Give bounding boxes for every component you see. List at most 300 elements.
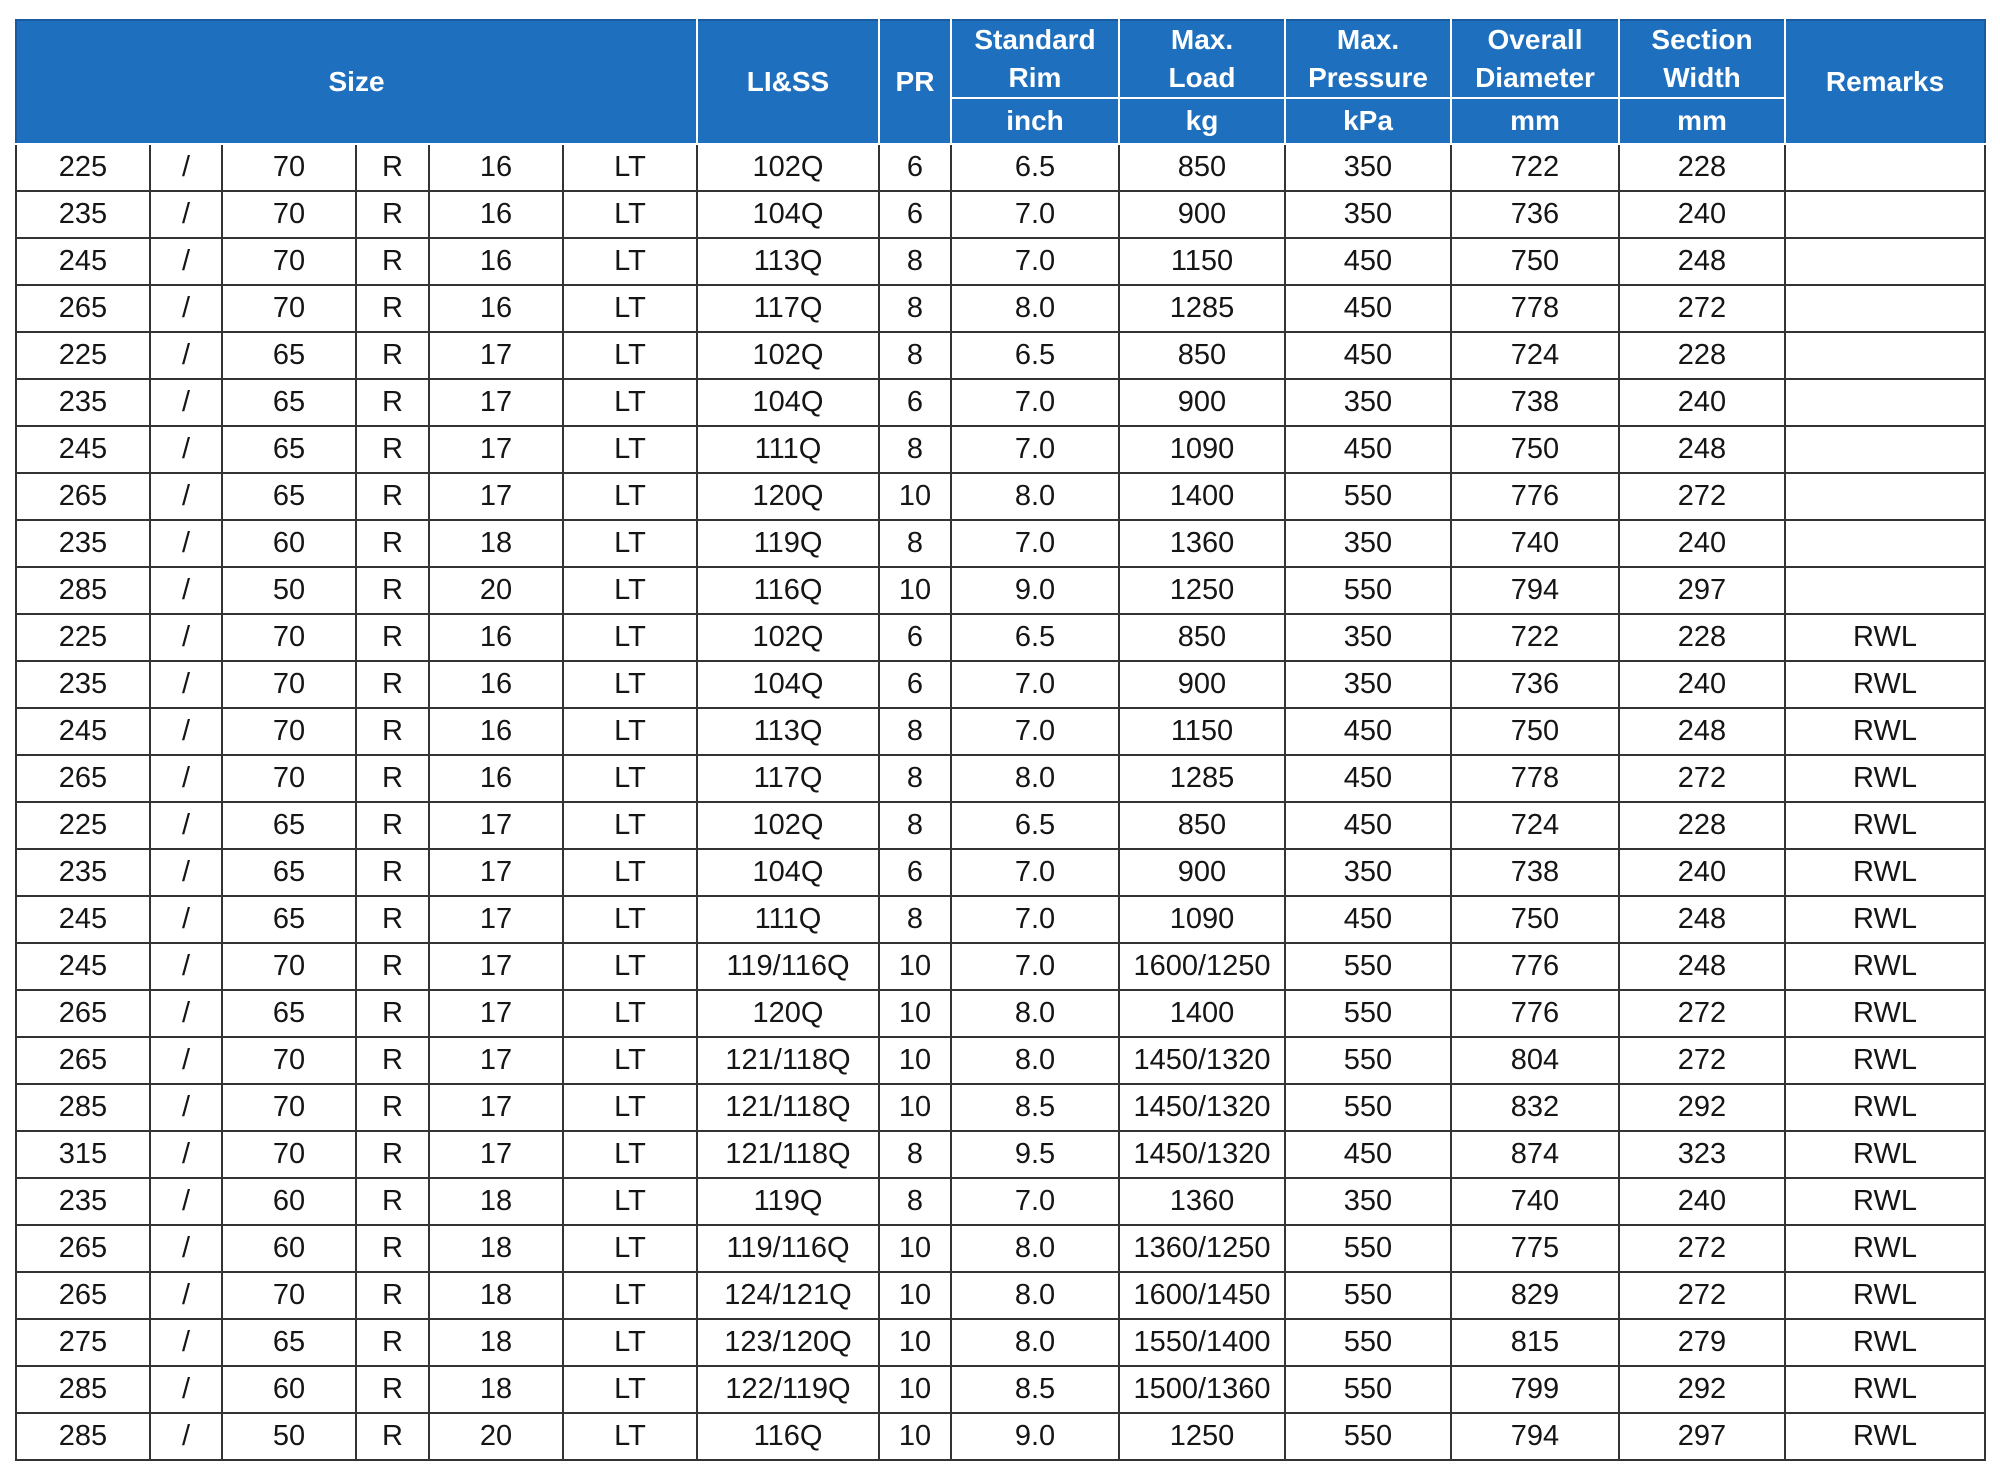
cell-construction: R <box>356 1037 429 1084</box>
cell-max-pressure: 550 <box>1285 1413 1451 1460</box>
cell-slash: / <box>150 990 222 1037</box>
cell-max-pressure: 550 <box>1285 990 1451 1037</box>
cell-standard-rim: 8.5 <box>951 1366 1119 1413</box>
cell-max-load: 1550/1400 <box>1119 1319 1285 1366</box>
header-row-labels <box>16 20 1985 98</box>
cell-aspect-ratio: 65 <box>222 1319 356 1366</box>
cell-type: LT <box>563 614 697 661</box>
header-remarks: Remarks <box>1785 20 1985 144</box>
cell-max-pressure: 350 <box>1285 849 1451 896</box>
cell-type: LT <box>563 708 697 755</box>
cell-type: LT <box>563 567 697 614</box>
cell-overall-diameter: 874 <box>1451 1131 1619 1178</box>
header-overall-diameter-line1: Overall <box>1487 24 1583 55</box>
cell-rim-diameter: 17 <box>429 426 563 473</box>
table-row <box>16 1319 1985 1366</box>
cell-aspect-ratio: 70 <box>222 1084 356 1131</box>
table-row <box>16 1272 1985 1319</box>
cell-remarks: RWL <box>1785 943 1985 990</box>
cell-rim-diameter: 16 <box>429 755 563 802</box>
cell-max-load: 850 <box>1119 802 1285 849</box>
cell-li-ss: 121/118Q <box>697 1037 879 1084</box>
cell-max-load: 850 <box>1119 332 1285 379</box>
header-size: Size <box>16 20 697 144</box>
cell-aspect-ratio: 70 <box>222 755 356 802</box>
cell-construction: R <box>356 285 429 332</box>
table-row <box>16 426 1985 473</box>
cell-slash: / <box>150 144 222 191</box>
cell-width: 265 <box>16 473 150 520</box>
cell-pr: 10 <box>879 943 951 990</box>
table-row <box>16 473 1985 520</box>
cell-standard-rim: 8.0 <box>951 1319 1119 1366</box>
cell-rim-diameter: 18 <box>429 1178 563 1225</box>
cell-max-pressure: 450 <box>1285 802 1451 849</box>
cell-aspect-ratio: 70 <box>222 285 356 332</box>
cell-pr: 6 <box>879 661 951 708</box>
cell-max-pressure: 350 <box>1285 661 1451 708</box>
cell-remarks: RWL <box>1785 1413 1985 1460</box>
cell-remarks: RWL <box>1785 1178 1985 1225</box>
cell-construction: R <box>356 332 429 379</box>
cell-overall-diameter: 829 <box>1451 1272 1619 1319</box>
table-row <box>16 238 1985 285</box>
cell-rim-diameter: 18 <box>429 1225 563 1272</box>
cell-max-load: 1500/1360 <box>1119 1366 1285 1413</box>
cell-slash: / <box>150 896 222 943</box>
cell-overall-diameter: 778 <box>1451 755 1619 802</box>
cell-max-load: 1285 <box>1119 285 1285 332</box>
cell-overall-diameter: 778 <box>1451 285 1619 332</box>
cell-pr: 6 <box>879 849 951 896</box>
cell-pr: 10 <box>879 990 951 1037</box>
table-row <box>16 849 1985 896</box>
cell-type: LT <box>563 191 697 238</box>
cell-type: LT <box>563 661 697 708</box>
cell-width: 285 <box>16 1366 150 1413</box>
cell-overall-diameter: 736 <box>1451 661 1619 708</box>
cell-type: LT <box>563 520 697 567</box>
cell-aspect-ratio: 70 <box>222 1131 356 1178</box>
cell-li-ss: 119Q <box>697 520 879 567</box>
cell-overall-diameter: 724 <box>1451 802 1619 849</box>
cell-remarks: RWL <box>1785 1084 1985 1131</box>
cell-max-load: 1360/1250 <box>1119 1225 1285 1272</box>
cell-li-ss: 111Q <box>697 426 879 473</box>
cell-max-load: 1250 <box>1119 1413 1285 1460</box>
cell-aspect-ratio: 50 <box>222 567 356 614</box>
cell-standard-rim: 6.5 <box>951 802 1119 849</box>
cell-slash: / <box>150 1037 222 1084</box>
cell-construction: R <box>356 849 429 896</box>
table-row <box>16 567 1985 614</box>
cell-standard-rim: 9.0 <box>951 1413 1119 1460</box>
cell-overall-diameter: 740 <box>1451 1178 1619 1225</box>
cell-standard-rim: 7.0 <box>951 849 1119 896</box>
cell-construction: R <box>356 1225 429 1272</box>
cell-aspect-ratio: 60 <box>222 520 356 567</box>
cell-overall-diameter: 775 <box>1451 1225 1619 1272</box>
cell-standard-rim: 8.0 <box>951 1037 1119 1084</box>
cell-standard-rim: 7.0 <box>951 661 1119 708</box>
cell-overall-diameter: 750 <box>1451 426 1619 473</box>
cell-li-ss: 113Q <box>697 238 879 285</box>
cell-standard-rim: 9.0 <box>951 567 1119 614</box>
cell-pr: 8 <box>879 285 951 332</box>
cell-aspect-ratio: 70 <box>222 661 356 708</box>
table-row <box>16 708 1985 755</box>
cell-rim-diameter: 17 <box>429 896 563 943</box>
cell-slash: / <box>150 332 222 379</box>
cell-max-load: 1250 <box>1119 567 1285 614</box>
cell-rim-diameter: 18 <box>429 1319 563 1366</box>
cell-width: 265 <box>16 285 150 332</box>
cell-overall-diameter: 794 <box>1451 1413 1619 1460</box>
cell-type: LT <box>563 426 697 473</box>
cell-slash: / <box>150 1319 222 1366</box>
cell-rim-diameter: 17 <box>429 473 563 520</box>
cell-construction: R <box>356 1131 429 1178</box>
cell-section-width: 297 <box>1619 567 1785 614</box>
cell-slash: / <box>150 708 222 755</box>
table-row <box>16 144 1985 191</box>
cell-remarks: RWL <box>1785 849 1985 896</box>
table-row <box>16 332 1985 379</box>
cell-type: LT <box>563 755 697 802</box>
cell-section-width: 323 <box>1619 1131 1785 1178</box>
cell-width: 225 <box>16 144 150 191</box>
cell-overall-diameter: 776 <box>1451 473 1619 520</box>
cell-aspect-ratio: 65 <box>222 332 356 379</box>
cell-construction: R <box>356 1319 429 1366</box>
cell-construction: R <box>356 426 429 473</box>
cell-rim-diameter: 16 <box>429 238 563 285</box>
cell-overall-diameter: 722 <box>1451 144 1619 191</box>
cell-section-width: 240 <box>1619 379 1785 426</box>
cell-max-load: 1150 <box>1119 238 1285 285</box>
cell-standard-rim: 7.0 <box>951 896 1119 943</box>
cell-max-pressure: 550 <box>1285 1272 1451 1319</box>
cell-width: 265 <box>16 755 150 802</box>
cell-section-width: 272 <box>1619 1037 1785 1084</box>
cell-max-load: 900 <box>1119 379 1285 426</box>
cell-overall-diameter: 738 <box>1451 849 1619 896</box>
cell-rim-diameter: 18 <box>429 520 563 567</box>
cell-rim-diameter: 17 <box>429 990 563 1037</box>
cell-type: LT <box>563 802 697 849</box>
cell-construction: R <box>356 379 429 426</box>
cell-remarks: RWL <box>1785 802 1985 849</box>
cell-slash: / <box>150 473 222 520</box>
cell-max-load: 850 <box>1119 614 1285 661</box>
unit-section-width: mm <box>1619 98 1785 144</box>
cell-type: LT <box>563 1178 697 1225</box>
cell-aspect-ratio: 65 <box>222 426 356 473</box>
cell-li-ss: 119Q <box>697 1178 879 1225</box>
header-max-pressure-line2: Pressure <box>1308 62 1428 93</box>
cell-slash: / <box>150 1366 222 1413</box>
cell-max-pressure: 350 <box>1285 1178 1451 1225</box>
cell-li-ss: 111Q <box>697 896 879 943</box>
cell-max-pressure: 550 <box>1285 567 1451 614</box>
cell-pr: 10 <box>879 1037 951 1084</box>
cell-standard-rim: 8.0 <box>951 990 1119 1037</box>
cell-aspect-ratio: 65 <box>222 849 356 896</box>
cell-slash: / <box>150 238 222 285</box>
cell-slash: / <box>150 426 222 473</box>
cell-section-width: 240 <box>1619 191 1785 238</box>
cell-max-load: 1400 <box>1119 990 1285 1037</box>
cell-pr: 8 <box>879 1178 951 1225</box>
cell-max-load: 1600/1250 <box>1119 943 1285 990</box>
cell-type: LT <box>563 943 697 990</box>
header-max-pressure-line1: Max. <box>1336 24 1400 55</box>
cell-width: 225 <box>16 332 150 379</box>
cell-pr: 8 <box>879 332 951 379</box>
cell-rim-diameter: 17 <box>429 802 563 849</box>
cell-slash: / <box>150 1225 222 1272</box>
cell-overall-diameter: 750 <box>1451 708 1619 755</box>
cell-max-pressure: 550 <box>1285 1037 1451 1084</box>
cell-construction: R <box>356 943 429 990</box>
cell-type: LT <box>563 1366 697 1413</box>
cell-aspect-ratio: 70 <box>222 191 356 238</box>
cell-overall-diameter: 736 <box>1451 191 1619 238</box>
cell-overall-diameter: 776 <box>1451 943 1619 990</box>
cell-construction: R <box>356 238 429 285</box>
cell-li-ss: 102Q <box>697 332 879 379</box>
cell-width: 235 <box>16 1178 150 1225</box>
cell-max-load: 1450/1320 <box>1119 1037 1285 1084</box>
cell-remarks <box>1785 238 1985 285</box>
cell-max-load: 900 <box>1119 191 1285 238</box>
header-max-load-line1: Max. <box>1170 24 1234 55</box>
cell-standard-rim: 7.0 <box>951 426 1119 473</box>
cell-standard-rim: 7.0 <box>951 1178 1119 1225</box>
cell-pr: 8 <box>879 238 951 285</box>
cell-li-ss: 104Q <box>697 661 879 708</box>
cell-width: 265 <box>16 1225 150 1272</box>
cell-pr: 10 <box>879 1272 951 1319</box>
cell-li-ss: 104Q <box>697 379 879 426</box>
cell-aspect-ratio: 70 <box>222 708 356 755</box>
cell-slash: / <box>150 1178 222 1225</box>
cell-aspect-ratio: 60 <box>222 1366 356 1413</box>
cell-pr: 10 <box>879 567 951 614</box>
cell-pr: 10 <box>879 1413 951 1460</box>
cell-max-pressure: 550 <box>1285 1084 1451 1131</box>
cell-pr: 6 <box>879 144 951 191</box>
cell-overall-diameter: 740 <box>1451 520 1619 567</box>
cell-section-width: 279 <box>1619 1319 1785 1366</box>
cell-section-width: 248 <box>1619 943 1785 990</box>
cell-pr: 8 <box>879 1131 951 1178</box>
cell-aspect-ratio: 50 <box>222 1413 356 1460</box>
cell-pr: 10 <box>879 1225 951 1272</box>
cell-max-pressure: 550 <box>1285 943 1451 990</box>
cell-width: 265 <box>16 1037 150 1084</box>
cell-max-load: 850 <box>1119 144 1285 191</box>
cell-remarks <box>1785 426 1985 473</box>
cell-width: 235 <box>16 379 150 426</box>
cell-construction: R <box>356 990 429 1037</box>
cell-pr: 10 <box>879 1366 951 1413</box>
cell-type: LT <box>563 1413 697 1460</box>
unit-standard-rim: inch <box>951 98 1119 144</box>
cell-slash: / <box>150 1084 222 1131</box>
cell-construction: R <box>356 1272 429 1319</box>
cell-width: 245 <box>16 708 150 755</box>
cell-overall-diameter: 750 <box>1451 238 1619 285</box>
cell-max-pressure: 350 <box>1285 520 1451 567</box>
cell-section-width: 272 <box>1619 1272 1785 1319</box>
cell-standard-rim: 7.0 <box>951 238 1119 285</box>
cell-section-width: 240 <box>1619 661 1785 708</box>
cell-type: LT <box>563 990 697 1037</box>
header-standard-rim-line1: Standard <box>974 24 1096 55</box>
cell-slash: / <box>150 661 222 708</box>
cell-width: 285 <box>16 567 150 614</box>
cell-remarks: RWL <box>1785 990 1985 1037</box>
cell-section-width: 228 <box>1619 144 1785 191</box>
cell-standard-rim: 8.0 <box>951 1272 1119 1319</box>
table-row <box>16 896 1985 943</box>
table-row <box>16 1037 1985 1084</box>
cell-aspect-ratio: 70 <box>222 943 356 990</box>
cell-section-width: 248 <box>1619 238 1785 285</box>
cell-li-ss: 120Q <box>697 990 879 1037</box>
cell-standard-rim: 8.0 <box>951 285 1119 332</box>
cell-remarks: RWL <box>1785 708 1985 755</box>
cell-rim-diameter: 16 <box>429 708 563 755</box>
cell-construction: R <box>356 1178 429 1225</box>
cell-section-width: 248 <box>1619 708 1785 755</box>
cell-rim-diameter: 16 <box>429 191 563 238</box>
cell-max-pressure: 550 <box>1285 1319 1451 1366</box>
cell-standard-rim: 6.5 <box>951 332 1119 379</box>
cell-max-pressure: 450 <box>1285 755 1451 802</box>
table-row <box>16 943 1985 990</box>
cell-li-ss: 104Q <box>697 849 879 896</box>
table-row <box>16 379 1985 426</box>
cell-pr: 8 <box>879 520 951 567</box>
cell-remarks: RWL <box>1785 1319 1985 1366</box>
cell-construction: R <box>356 144 429 191</box>
cell-max-load: 900 <box>1119 849 1285 896</box>
table-row <box>16 1178 1985 1225</box>
cell-max-load: 1360 <box>1119 520 1285 567</box>
cell-li-ss: 116Q <box>697 567 879 614</box>
cell-li-ss: 117Q <box>697 755 879 802</box>
cell-remarks <box>1785 379 1985 426</box>
cell-remarks: RWL <box>1785 1366 1985 1413</box>
cell-li-ss: 120Q <box>697 473 879 520</box>
cell-rim-diameter: 17 <box>429 379 563 426</box>
cell-li-ss: 102Q <box>697 802 879 849</box>
cell-remarks: RWL <box>1785 1037 1985 1084</box>
cell-section-width: 272 <box>1619 473 1785 520</box>
cell-max-load: 1285 <box>1119 755 1285 802</box>
cell-standard-rim: 8.0 <box>951 755 1119 802</box>
cell-remarks <box>1785 520 1985 567</box>
cell-max-pressure: 450 <box>1285 285 1451 332</box>
cell-construction: R <box>356 1366 429 1413</box>
cell-width: 245 <box>16 943 150 990</box>
cell-width: 245 <box>16 238 150 285</box>
cell-standard-rim: 8.0 <box>951 473 1119 520</box>
table-row <box>16 191 1985 238</box>
cell-rim-diameter: 20 <box>429 1413 563 1460</box>
cell-overall-diameter: 722 <box>1451 614 1619 661</box>
cell-type: LT <box>563 1037 697 1084</box>
cell-remarks: RWL <box>1785 1225 1985 1272</box>
cell-li-ss: 113Q <box>697 708 879 755</box>
cell-pr: 6 <box>879 379 951 426</box>
cell-li-ss: 121/118Q <box>697 1131 879 1178</box>
cell-rim-diameter: 17 <box>429 1037 563 1084</box>
table-row <box>16 1366 1985 1413</box>
cell-pr: 8 <box>879 708 951 755</box>
cell-standard-rim: 7.0 <box>951 191 1119 238</box>
cell-max-pressure: 450 <box>1285 426 1451 473</box>
cell-pr: 8 <box>879 802 951 849</box>
cell-width: 285 <box>16 1413 150 1460</box>
cell-slash: / <box>150 379 222 426</box>
cell-li-ss: 116Q <box>697 1413 879 1460</box>
cell-slash: / <box>150 1272 222 1319</box>
header-standard-rim <box>951 20 1119 98</box>
cell-type: LT <box>563 379 697 426</box>
cell-width: 245 <box>16 426 150 473</box>
cell-width: 265 <box>16 1272 150 1319</box>
cell-type: LT <box>563 473 697 520</box>
cell-standard-rim: 6.5 <box>951 614 1119 661</box>
cell-standard-rim: 7.0 <box>951 943 1119 990</box>
cell-pr: 10 <box>879 1084 951 1131</box>
cell-type: LT <box>563 238 697 285</box>
cell-rim-diameter: 17 <box>429 849 563 896</box>
cell-aspect-ratio: 70 <box>222 1272 356 1319</box>
table-row <box>16 1084 1985 1131</box>
cell-rim-diameter: 16 <box>429 285 563 332</box>
cell-construction: R <box>356 896 429 943</box>
cell-overall-diameter: 724 <box>1451 332 1619 379</box>
cell-aspect-ratio: 65 <box>222 990 356 1037</box>
cell-aspect-ratio: 65 <box>222 896 356 943</box>
cell-max-pressure: 350 <box>1285 614 1451 661</box>
cell-section-width: 240 <box>1619 520 1785 567</box>
header-max-load <box>1119 20 1285 98</box>
cell-width: 235 <box>16 191 150 238</box>
cell-construction: R <box>356 614 429 661</box>
cell-max-pressure: 550 <box>1285 1225 1451 1272</box>
cell-slash: / <box>150 1413 222 1460</box>
table-row <box>16 1131 1985 1178</box>
cell-max-pressure: 350 <box>1285 144 1451 191</box>
cell-standard-rim: 8.0 <box>951 1225 1119 1272</box>
cell-pr: 6 <box>879 191 951 238</box>
cell-construction: R <box>356 708 429 755</box>
cell-construction: R <box>356 1413 429 1460</box>
cell-width: 225 <box>16 614 150 661</box>
unit-max-pressure: kPa <box>1285 98 1451 144</box>
cell-width: 225 <box>16 802 150 849</box>
cell-section-width: 240 <box>1619 1178 1785 1225</box>
cell-construction: R <box>356 802 429 849</box>
table-row <box>16 802 1985 849</box>
unit-max-load: kg <box>1119 98 1285 144</box>
cell-li-ss: 117Q <box>697 285 879 332</box>
